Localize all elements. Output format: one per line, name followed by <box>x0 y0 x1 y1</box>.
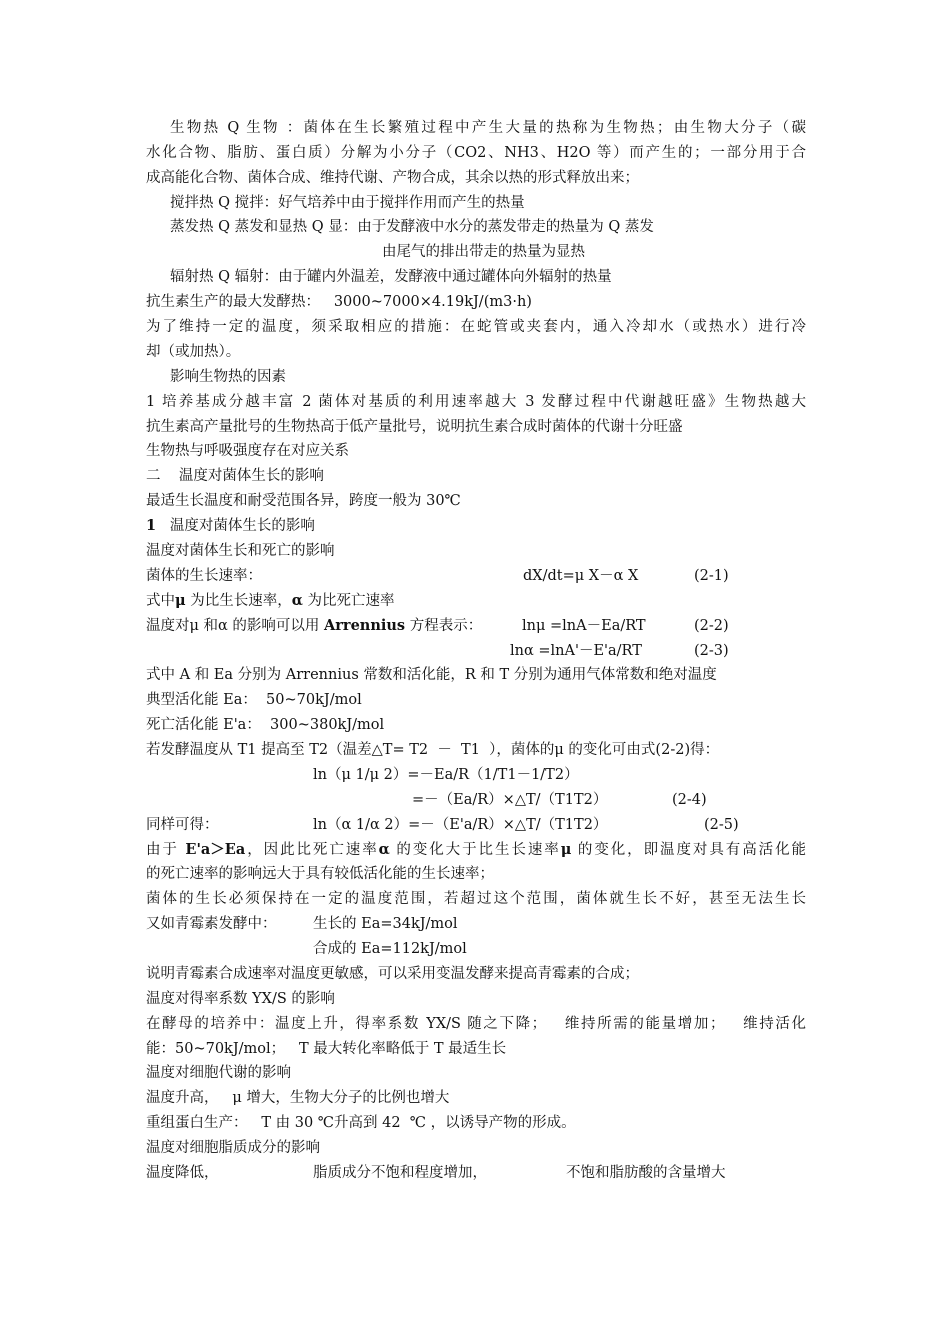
equation-number: (2-5) <box>704 817 739 833</box>
equation: dX/dt=μ X－α X <box>523 568 639 584</box>
equation: lnα =lnA'－E'a/RT <box>510 643 642 659</box>
paragraph-line: 的死亡速率的影响远大于具有较低活化能的生长速率； <box>146 866 494 882</box>
text-span: 为比生长速率， <box>185 593 292 609</box>
paragraph-line: 又如青霉素发酵中： <box>146 916 277 932</box>
section-heading: 温度对细胞代谢的影响 <box>146 1065 291 1081</box>
paragraph-line: 1 培养基成分越丰富 2 菌体对基质的利用速率越大 3 发酵过程中代谢越旺盛》生物热越大 <box>146 394 806 410</box>
paragraph-line: 水化合物、脂肪、蛋白质）分解为小分子（CO2、NH3、H2O 等）而产生的；一部分用于合 <box>146 145 806 161</box>
equation: =－（Ea/R）×△T/（T1T2） <box>412 792 608 808</box>
equation-label: 菌体的生长速率： <box>146 568 262 584</box>
paragraph-line: 温度降低， <box>146 1165 219 1181</box>
term-arrennius: Arrennius <box>324 617 406 634</box>
symbol-mu: μ <box>560 841 572 858</box>
paragraph-line <box>146 591 395 611</box>
equation-number: (2-3) <box>694 643 729 659</box>
text-span: 合成的 Ea=112kJ/mol <box>313 941 467 957</box>
paragraph-line: 搅拌热 Q 搅拌：好气培养中由于搅拌作用而产生的热量 <box>170 195 525 211</box>
text-span: 温度对μ 和α 的影响可以用 <box>146 618 325 634</box>
paragraph-line: 抗生素高产量批号的生物热高于低产量批号，说明抗生素合成时菌体的代谢十分旺盛 <box>146 419 683 435</box>
text-span: 的变化大于比生长速率 <box>389 842 561 858</box>
text-span: 式中 <box>146 593 175 609</box>
paragraph-line: 若发酵温度从 T1 提高至 T2（温差△T= T2 － T1 ），菌体的μ 的变化可由式(2-2)得： <box>146 742 720 758</box>
text-span: 的变化，即温度对具有高活化能 <box>571 842 807 858</box>
section-heading <box>146 516 315 536</box>
equation: lnμ =lnA－Ea/RT <box>522 618 646 634</box>
section-heading: 温度对得率系数 YX/S 的影响 <box>146 991 335 1007</box>
paragraph-line <box>146 616 482 636</box>
section-heading: 二 温度对菌体生长的影响 <box>146 468 324 484</box>
equation-label: 同样可得： <box>146 817 219 833</box>
paragraph-line: 蒸发热 Q 蒸发和显热 Q 显：由于发酵液中水分的蒸发带走的热量为 Q 蒸发 <box>170 219 654 235</box>
text-span: 生长的 Ea=34kJ/mol <box>313 916 458 932</box>
paragraph-line: 为了维持一定的温度，须采取相应的措施：在蛇管或夹套内，通入冷却水（或热水）进行冷 <box>146 319 806 335</box>
equation-number: (2-2) <box>694 618 729 634</box>
text-span: 脂质成分不饱和程度增加， <box>313 1165 487 1181</box>
section-heading: 温度对细胞脂质成分的影响 <box>146 1140 320 1156</box>
paragraph-line: 在酵母的培养中：温度上升，得率系数 YX/S 随之下降； 维持所需的能量增加； 维持活化 <box>146 1016 806 1032</box>
paragraph-line: 说明青霉素合成速率对温度更敏感，可以采用变温发酵来提高青霉素的合成； <box>146 966 639 982</box>
paragraph-line: 生物热 Q 生物 ：菌体在生长繁殖过程中产生大量的热称为生物热；由生物大分子（碳 <box>170 120 806 136</box>
text-span: ，因此比死亡速率 <box>245 842 379 858</box>
equation-number: (2-4) <box>672 792 707 808</box>
equation: ln（α 1/α 2）=－（E'a/R）×△T/（T1T2） <box>313 817 608 833</box>
section-heading: 影响生物热的因素 <box>170 369 286 385</box>
section-title: 温度对菌体生长的影响 <box>156 518 315 534</box>
paragraph-line: 辐射热 Q 辐射：由于罐内外温差，发酵液中通过罐体向外辐射的热量 <box>170 269 612 285</box>
term-activation: E'a＞Ea <box>185 841 246 858</box>
paragraph-line: 式中 A 和 Ea 分别为 Arrennius 常数和活化能，R 和 T 分别为通用气体常数和绝对温度 <box>146 667 717 683</box>
text-span: 方程表示： <box>405 618 483 634</box>
paragraph-line: 抗生素生产的最大发酵热： 3000~7000×4.19kJ/(m3·h) <box>146 294 532 310</box>
paragraph-line: 死亡活化能 E'a： 300~380kJ/mol <box>146 717 385 733</box>
equation-number: (2-1) <box>694 568 729 584</box>
text-span: 不饱和脂肪酸的含量增大 <box>566 1165 726 1181</box>
paragraph-line: 由尾气的排出带走的热量为显热 <box>382 244 585 260</box>
paragraph-line: 能：50~70kJ/mol； T 最大转化率略低于 T 最适生长 <box>146 1041 507 1057</box>
paragraph-line: 典型活化能 Ea： 50~70kJ/mol <box>146 692 362 708</box>
text-span: 为比死亡速率 <box>302 593 395 609</box>
paragraph-line: 生物热与呼吸强度存在对应关系 <box>146 443 349 459</box>
symbol-alpha: α <box>378 841 390 858</box>
text-span: 由于 <box>146 842 186 858</box>
symbol-mu: μ <box>175 592 186 609</box>
paragraph-line: 菌体的生长必须保持在一定的温度范围，若超过这个范围，菌体就生长不好，甚至无法生长 <box>146 891 806 907</box>
paragraph-line: 重组蛋白生产： T 由 30 ℃升高到 42 ℃ ，以诱导产物的形成。 <box>146 1115 576 1131</box>
paragraph-line: 成高能化合物、菌体合成、维持代谢、产物合成，其余以热的形式释放出来； <box>146 170 639 186</box>
paragraph-line <box>146 840 806 860</box>
paragraph-line: 最适生长温度和耐受范围各异，跨度一般为 30℃ <box>146 493 461 509</box>
equation: ln（μ 1/μ 2）=－Ea/R（1/T1－1/T2） <box>313 767 579 783</box>
paragraph-line: 却（或加热）。 <box>146 344 241 360</box>
symbol-alpha: α <box>291 592 303 609</box>
section-number: 1 <box>146 517 157 534</box>
paragraph-line: 温度对菌体生长和死亡的影响 <box>146 543 335 559</box>
paragraph-line: 温度升高， μ 增大，生物大分子的比例也增大 <box>146 1090 450 1106</box>
